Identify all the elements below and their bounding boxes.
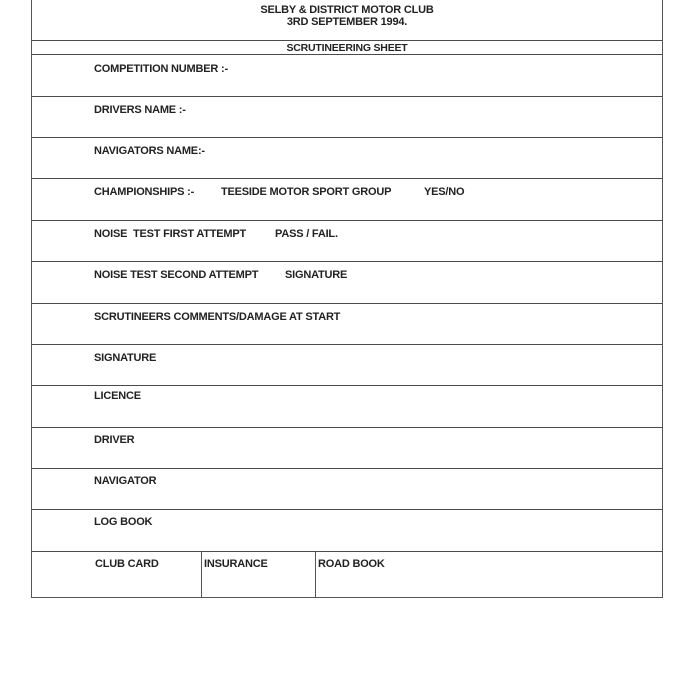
signature-label: SIGNATURE <box>94 352 157 364</box>
road-book-label: ROAD BOOK <box>318 558 385 570</box>
row-divider <box>32 344 662 345</box>
row-divider <box>32 96 662 97</box>
row-divider <box>32 137 662 138</box>
club-name: SELBY & DISTRICT MOTOR CLUB <box>260 4 434 16</box>
noise-test-pass-fail[interactable]: PASS / FAIL. <box>275 228 338 240</box>
navigators-name-label: NAVIGATORS NAME:- <box>94 145 205 157</box>
noise-test-first-label: NOISE TEST FIRST ATTEMPT <box>94 228 247 240</box>
club-card-label: CLUB CARD <box>95 558 159 570</box>
insurance-label: INSURANCE <box>204 558 268 570</box>
row-divider <box>32 427 662 428</box>
scrutineers-comments-label: SCRUTINEERS COMMENTS/DAMAGE AT START <box>94 311 341 323</box>
drivers-name-label: DRIVERS NAME :- <box>94 104 186 116</box>
title-divider <box>32 54 662 55</box>
row-divider <box>32 509 662 510</box>
event-date: 3RD SEPTEMBER 1994. <box>286 16 408 28</box>
competition-number-label: COMPETITION NUMBER :- <box>94 63 228 75</box>
row-divider <box>32 551 662 552</box>
licence-label: LICENCE <box>94 390 141 402</box>
row-divider <box>32 385 662 386</box>
driver-label: DRIVER <box>94 434 135 446</box>
row-divider <box>32 178 662 179</box>
log-book-label: LOG BOOK <box>94 516 153 528</box>
row-divider <box>32 261 662 262</box>
scrutineering-sheet-form <box>31 0 663 598</box>
sheet-title: SCRUTINEERING SHEET <box>286 42 408 54</box>
row-divider <box>32 220 662 221</box>
noise-test-signature: SIGNATURE <box>285 269 348 281</box>
column-divider <box>315 551 316 598</box>
noise-test-second-label: NOISE TEST SECOND ATTEMPT <box>94 269 259 281</box>
row-divider <box>32 468 662 469</box>
row-divider <box>32 303 662 304</box>
header-divider <box>32 40 662 41</box>
championship-yes-no[interactable]: YES/NO <box>424 186 465 198</box>
navigator-label: NAVIGATOR <box>94 475 157 487</box>
championships-label: CHAMPIONSHIPS :- <box>94 186 195 198</box>
column-divider <box>201 551 202 598</box>
championship-option: TEESIDE MOTOR SPORT GROUP <box>221 186 392 198</box>
